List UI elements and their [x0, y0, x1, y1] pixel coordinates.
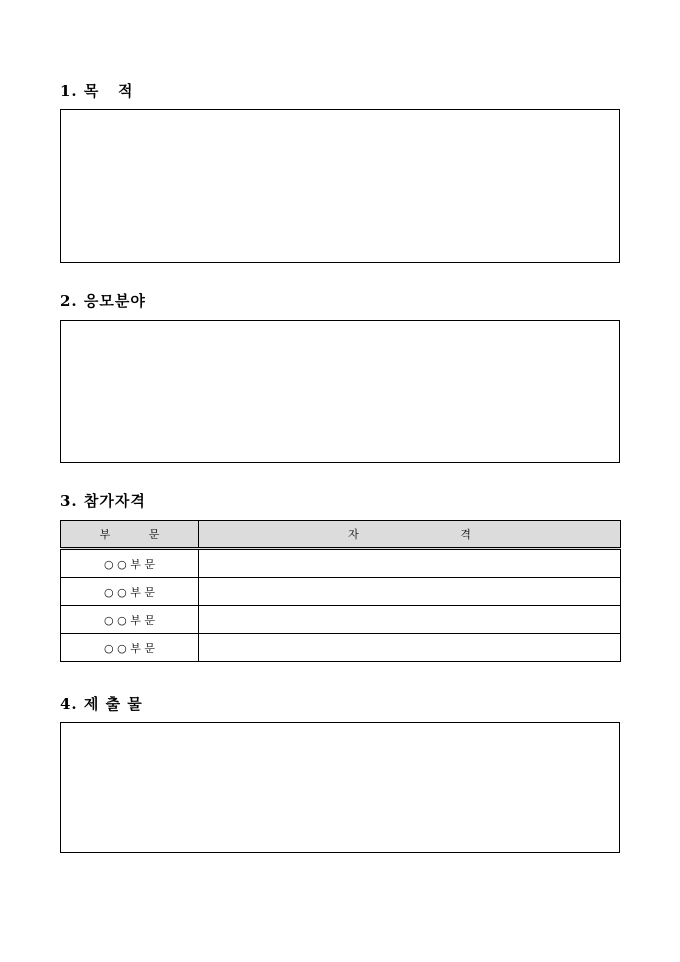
eligibility-table: [60, 520, 621, 662]
qualification-cell[interactable]: [199, 634, 621, 662]
department-cell: ○ ○ 부 문: [61, 578, 199, 606]
department-cell: ○ ○ 부 문: [61, 606, 199, 634]
table-row: [61, 634, 621, 662]
field-content-box[interactable]: [60, 320, 620, 463]
purpose-content-box[interactable]: [60, 109, 620, 263]
table-row: [61, 606, 621, 634]
header-department: 부 문: [61, 521, 199, 549]
header-qualification: 자 격: [199, 521, 621, 549]
department-cell: ○ ○ 부 문: [61, 634, 199, 662]
department-cell: ○ ○ 부 문: [61, 549, 199, 578]
qualification-cell[interactable]: [199, 549, 621, 578]
table-header-row: [61, 521, 621, 549]
submission-content-box[interactable]: [60, 722, 620, 853]
section-title-purpose: 1. 목 적: [60, 82, 134, 100]
table-row: [61, 578, 621, 606]
qualification-cell[interactable]: [199, 578, 621, 606]
section-title-eligibility: 3. 참가자격: [60, 492, 146, 510]
qualification-cell[interactable]: [199, 606, 621, 634]
table-row: [61, 549, 621, 578]
section-title-submission: 4. 제 출 물: [60, 695, 143, 713]
section-title-field: 2. 응모분야: [60, 292, 146, 310]
